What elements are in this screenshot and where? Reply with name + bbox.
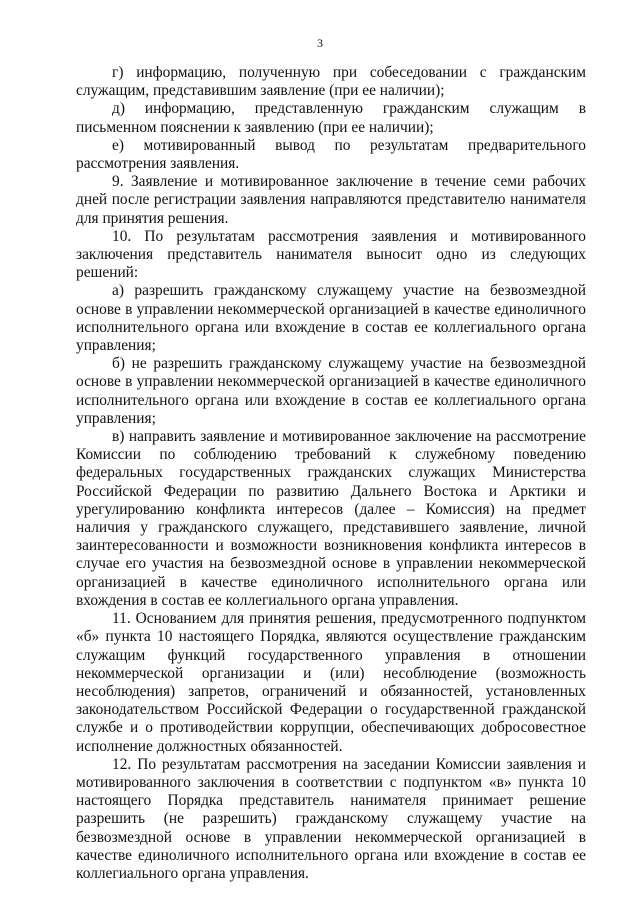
paragraph-item-9: 9. Заявление и мотивированное заключение в течение семи рабочих дней после регистрации заявления направляются представителю нанимателя для принятия решения. xyxy=(76,173,586,227)
paragraph-subitem-g: г) информацию, полученную при собеседовании с гражданским служащим, представившим заявление (при ее наличии); xyxy=(76,64,586,100)
paragraph-subitem-b: б) не разрешить гражданскому служащему участие на безвозмездной основе в управлении некоммерческой организацией в качестве единоличного исполнительного органа или вхождение в состав ее коллегиального органа управления; xyxy=(76,355,586,427)
paragraph-item-11: 11. Основанием для принятия решения, предусмотренного подпунктом «б» пункта 10 настоящего Порядка, являются осуществление гражданским служащим функций государственного управления в отношении некоммерческой организации и (или) несоблюдение (возможность несоблюдения) запретов, ограничений и обязанностей, установленных законодательством Российской Федерации о государственной гражданской службе и о противодействии коррупции, обеспечивающих добросовестное исполнение должностных обязанностей. xyxy=(76,610,586,755)
paragraph-subitem-d: д) информацию, представленную гражданским служащим в письменном пояснении к заявлению (при ее наличии); xyxy=(76,100,586,136)
paragraph-subitem-e: е) мотивированный вывод по результатам предварительного рассмотрения заявления. xyxy=(76,136,586,173)
paragraph-item-12: 12. По результатам рассмотрения на заседании Комиссии заявления и мотивированного заключения в соответствии с подпунктом «в» пункта 10 настоящего Порядка представитель нанимателя принимает решение разрешить (не разрешить) гражданскому служащему участие на безвозмездной основе в управлении некоммерческой организацией в качестве единоличного исполнительного органа или вхождение в состав ее коллегиального органа управления. xyxy=(76,755,586,882)
document-body xyxy=(76,64,586,883)
page-number: 3 xyxy=(317,36,323,50)
paragraph-item-10: 10. По результатам рассмотрения заявления и мотивированного заключения представитель нанимателя выносит одно из следующих решений: xyxy=(76,227,586,282)
paragraph-subitem-v: в) направить заявление и мотивированное заключение на рассмотрение Комиссии по соблюдению требований к служебному поведению федеральных государственных гражданских служащих Министерства Российской Федерации по развитию Дальнего Востока и Арктики и урегулированию конфликта интересов (далее – Комиссия) на предмет наличия у гражданского служащего, представившего заявление, личной заинтересованности и возможности возникновения конфликта интересов в случае его участия на безвозмездной основе в управлении некоммерческой организацией в качестве единоличного исполнительного органа или вхождения в состав ее коллегиального органа управления. xyxy=(76,428,586,609)
paragraph-subitem-a: а) разрешить гражданскому служащему участие на безвозмездной основе в управлении некоммерческой организацией в качестве единоличного исполнительного органа или вхождение в состав ее коллегиального органа управления; xyxy=(76,282,586,355)
